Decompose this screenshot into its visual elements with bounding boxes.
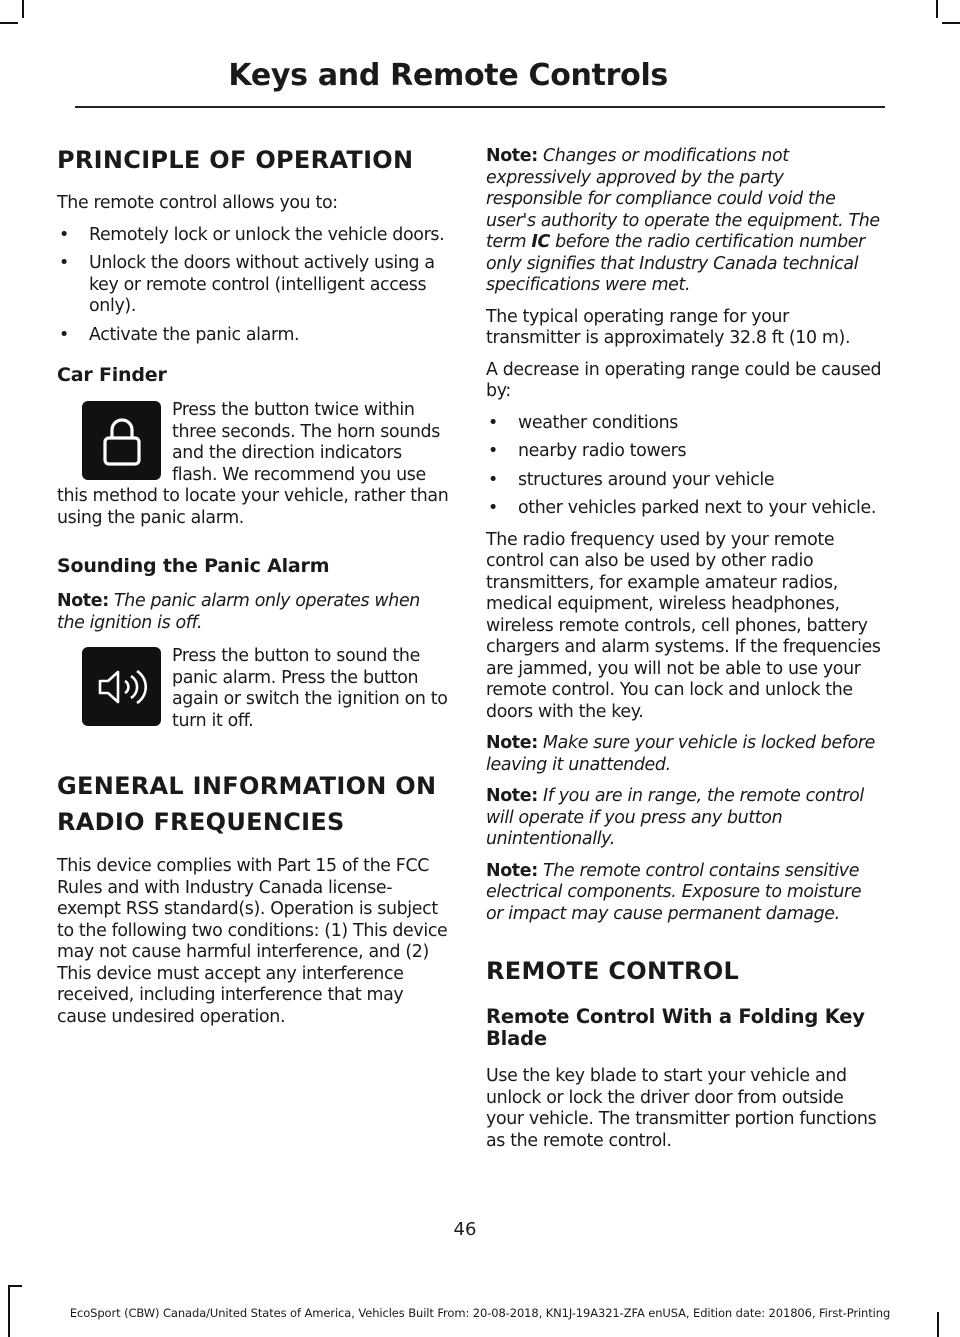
note-label: Note: — [486, 860, 538, 881]
list-item: • Remotely lock or unlock the vehicle doors. — [57, 225, 449, 247]
panic-alarm-heading: Sounding the Panic Alarm — [57, 555, 330, 577]
note-label: Note: — [486, 733, 538, 753]
note-text: If you are in range, the remote control will operate if you press any button unintentionally. — [486, 786, 864, 849]
panic-note — [57, 591, 449, 634]
list-item: • other vehicles parked next to your vehicle. — [486, 498, 882, 520]
right-column — [486, 146, 882, 1162]
remote-control-heading: REMOTE CONTROL — [486, 957, 740, 985]
list-item: • weather conditions — [486, 413, 882, 435]
note-label: Note: — [486, 146, 538, 166]
radio-heading-line2: RADIO FREQUENCIES — [57, 808, 345, 836]
list-item: • Unlock the doors without actively using a key or remote control (intelligent access only). — [57, 253, 449, 318]
panic-text: Press the button to sound the panic alarm. Press the button again or switch the ignition on to turn it off. — [172, 646, 448, 731]
note-text: before the radio certification number only signifies that Industry Canada technical specifications were met. — [486, 232, 865, 295]
frequency-text: The radio frequency used by your remote control can also be used by other radio transmitters, for example amateur radios, medical equipment, wireless headphones, wireless remote controls, cell phones, battery chargers and alarm systems. If the frequencies are jammed, you will not be able to use your remote control. You can lock and unlock the doors with the key. — [486, 529, 881, 722]
radio-compliance-text: This device complies with Part 15 of the FCC Rules and with Industry Canada license-exempt RSS standard(s). Operation is subject to the following two conditions: (1) This device may not cause harmful interference, and (2) This device must accept any interference received, including interference that may cause undesired operation. — [57, 856, 448, 1027]
list-item: • nearby radio towers — [486, 441, 882, 463]
lock-icon — [82, 401, 161, 480]
car-finder-heading: Car Finder — [57, 364, 167, 386]
crop-mark — [8, 1285, 22, 1287]
car-finder-text: Press the button twice within three seconds. The horn sounds and the direction indicators flash. We recommend you use this method to locate your vehicle, rather than using the panic alarm. — [57, 400, 449, 528]
locked-note — [486, 733, 882, 776]
note-text: Changes or modifications not expressively approved by the party responsible for compliance could void the user's authority to operate the equipment. The term — [486, 146, 880, 252]
note-text: Make sure your vehicle is locked before leaving it unattended. — [486, 733, 876, 775]
crop-mark — [22, 0, 24, 18]
panic-paragraph — [57, 646, 449, 732]
decrease-text: A decrease in operating range could be caused by: — [486, 359, 882, 401]
page-number: 46 — [453, 1219, 477, 1240]
note-label: Note: — [57, 591, 109, 611]
intro-text: The remote control allows you to: — [57, 193, 338, 213]
capability-list — [57, 225, 449, 347]
crop-mark — [942, 22, 960, 24]
decrease-causes-list — [486, 413, 882, 520]
list-item: • Activate the panic alarm. — [57, 325, 449, 347]
footer-edition-info: EcoSport (CBW) Canada/United States of America, Vehicles Built From: 20-08-2018, KN1J-19A321-ZFA enUSA, Edition date: 201806, First-Printing — [69, 1306, 891, 1320]
folding-key-heading: Remote Control With a Folding Key Blade — [486, 1005, 865, 1050]
header-rule — [75, 106, 885, 108]
page-header-title: Keys and Remote Controls — [228, 58, 668, 93]
crop-mark — [0, 22, 18, 24]
crop-mark — [936, 0, 938, 18]
range-text: The typical operating range for your transmitter is approximately 32.8 ft (10 m). — [486, 306, 851, 348]
horn-sound-icon — [82, 647, 161, 726]
radio-heading-line1: GENERAL INFORMATION ON — [57, 772, 437, 800]
range-note — [486, 786, 882, 851]
folding-key-text: Use the key blade to start your vehicle and unlock or lock the driver door from outside your vehicle. The transmitter portion functions as the remote control. — [486, 1066, 877, 1151]
car-finder-paragraph — [57, 400, 449, 529]
left-column — [57, 146, 449, 1038]
note-text: The remote control contains sensitive electrical components. Exposure to moisture or impact may cause permanent damage. — [486, 860, 862, 924]
certification-note — [486, 146, 882, 297]
principle-heading: PRINCIPLE OF OPERATION — [57, 146, 414, 174]
list-item: • structures around your vehicle — [486, 470, 882, 492]
ic-term: IC — [531, 232, 550, 252]
note-label: Note: — [486, 786, 538, 806]
note-text: The panic alarm only operates when the ignition is off. — [57, 591, 420, 633]
sensitive-note — [486, 861, 882, 926]
